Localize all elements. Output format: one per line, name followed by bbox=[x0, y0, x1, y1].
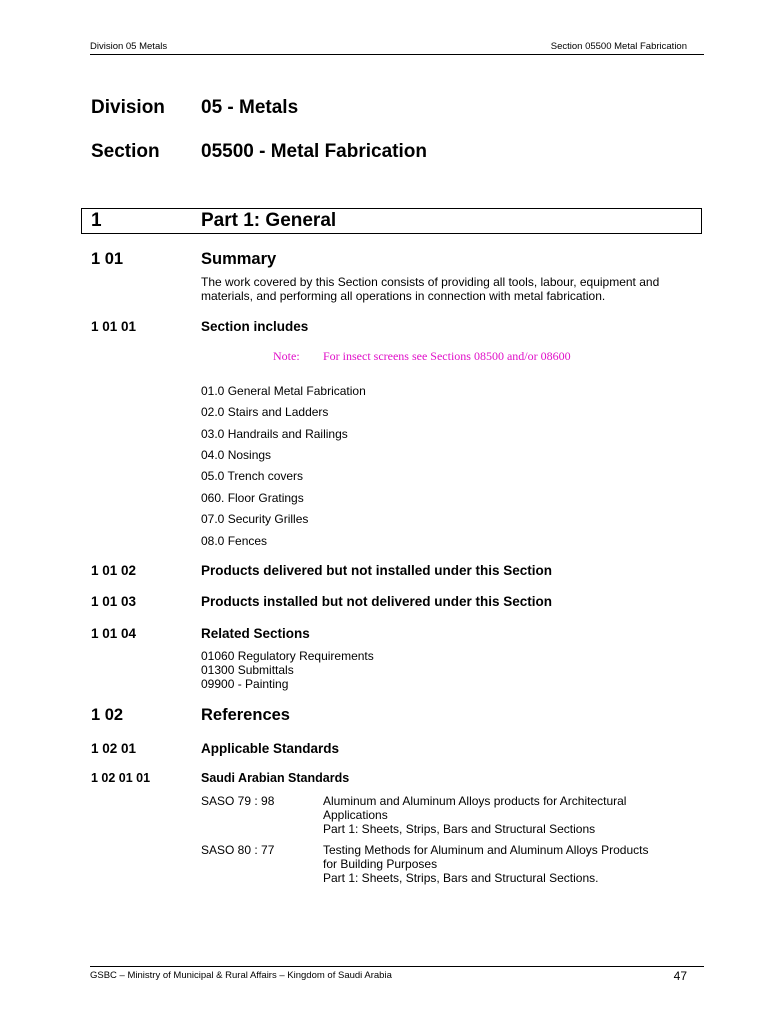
summary-text-line-2: materials, and performing all operations in connection with metal fabrication. bbox=[201, 289, 606, 303]
related-section-item: 01060 Regulatory Requirements bbox=[201, 649, 374, 663]
section-includes-number: 1 01 01 bbox=[91, 319, 137, 334]
related-section-item: 01300 Submittals bbox=[201, 663, 294, 677]
summary-text-line-1: The work covered by this Section consists of providing all tools, labour, equipment and bbox=[201, 275, 660, 289]
part-heading-box bbox=[81, 208, 702, 234]
note-label: Note: bbox=[273, 349, 300, 363]
list-item: 03.0 Handrails and Railings bbox=[201, 427, 348, 441]
list-item: 060. Floor Gratings bbox=[201, 491, 304, 505]
standard-description-line: Part 1: Sheets, Strips, Bars and Structural Sections. bbox=[323, 871, 599, 885]
header-division: Division 05 Metals bbox=[90, 41, 168, 52]
products-installed-title: Products installed but not delivered under this Section bbox=[201, 594, 553, 609]
related-section-item: 09900 - Painting bbox=[201, 677, 289, 691]
references-number: 1 02 bbox=[91, 706, 124, 724]
list-item: 04.0 Nosings bbox=[201, 448, 272, 462]
list-item: 01.0 General Metal Fabrication bbox=[201, 384, 366, 398]
standard-description-line: Part 1: Sheets, Strips, Bars and Structural Sections bbox=[323, 822, 596, 836]
summary-title: Summary bbox=[201, 250, 277, 268]
list-item: 02.0 Stairs and Ladders bbox=[201, 405, 329, 419]
applicable-standards-number: 1 02 01 bbox=[91, 741, 137, 756]
footer-text: GSBC – Ministry of Municipal & Rural Affairs – Kingdom of Saudi Arabia bbox=[90, 970, 392, 981]
section-includes-title: Section includes bbox=[201, 319, 309, 334]
note-text: For insect screens see Sections 08500 and/or 08600 bbox=[323, 349, 571, 363]
related-sections-title: Related Sections bbox=[201, 626, 310, 641]
list-item: 08.0 Fences bbox=[201, 534, 268, 548]
saudi-standards-title: Saudi Arabian Standards bbox=[201, 771, 350, 785]
standard-description-line: for Building Purposes bbox=[323, 857, 438, 871]
standard-code: SASO 79 : 98 bbox=[201, 794, 275, 808]
section-value: 05500 - Metal Fabrication bbox=[201, 141, 427, 162]
standard-description-line: Testing Methods for Aluminum and Aluminum Alloys Products bbox=[323, 843, 649, 857]
references-title: References bbox=[201, 706, 290, 724]
applicable-standards-title: Applicable Standards bbox=[201, 741, 340, 756]
products-installed-number: 1 01 03 bbox=[91, 594, 137, 609]
division-value: 05 - Metals bbox=[201, 97, 299, 118]
standard-description-line: Aluminum and Aluminum Alloys products for Architectural bbox=[323, 794, 627, 808]
header-rule bbox=[90, 54, 704, 55]
footer-rule bbox=[90, 966, 704, 967]
saudi-standards-number: 1 02 01 01 bbox=[91, 771, 151, 785]
part-number: 1 bbox=[91, 210, 102, 231]
list-item: 05.0 Trench covers bbox=[201, 469, 304, 483]
standard-description-line: Applications bbox=[323, 808, 388, 822]
standard-code: SASO 80 : 77 bbox=[201, 843, 275, 857]
summary-number: 1 01 bbox=[91, 250, 124, 268]
page-number: 47 bbox=[673, 969, 687, 983]
list-item: 07.0 Security Grilles bbox=[201, 512, 309, 526]
part-title: Part 1: General bbox=[201, 210, 337, 231]
section-label: Section bbox=[91, 141, 160, 162]
products-delivered-number: 1 01 02 bbox=[91, 563, 137, 578]
header-section: Section 05500 Metal Fabrication bbox=[550, 41, 687, 52]
division-label: Division bbox=[91, 97, 165, 118]
related-sections-number: 1 01 04 bbox=[91, 626, 137, 641]
products-delivered-title: Products delivered but not installed under this Section bbox=[201, 563, 553, 578]
